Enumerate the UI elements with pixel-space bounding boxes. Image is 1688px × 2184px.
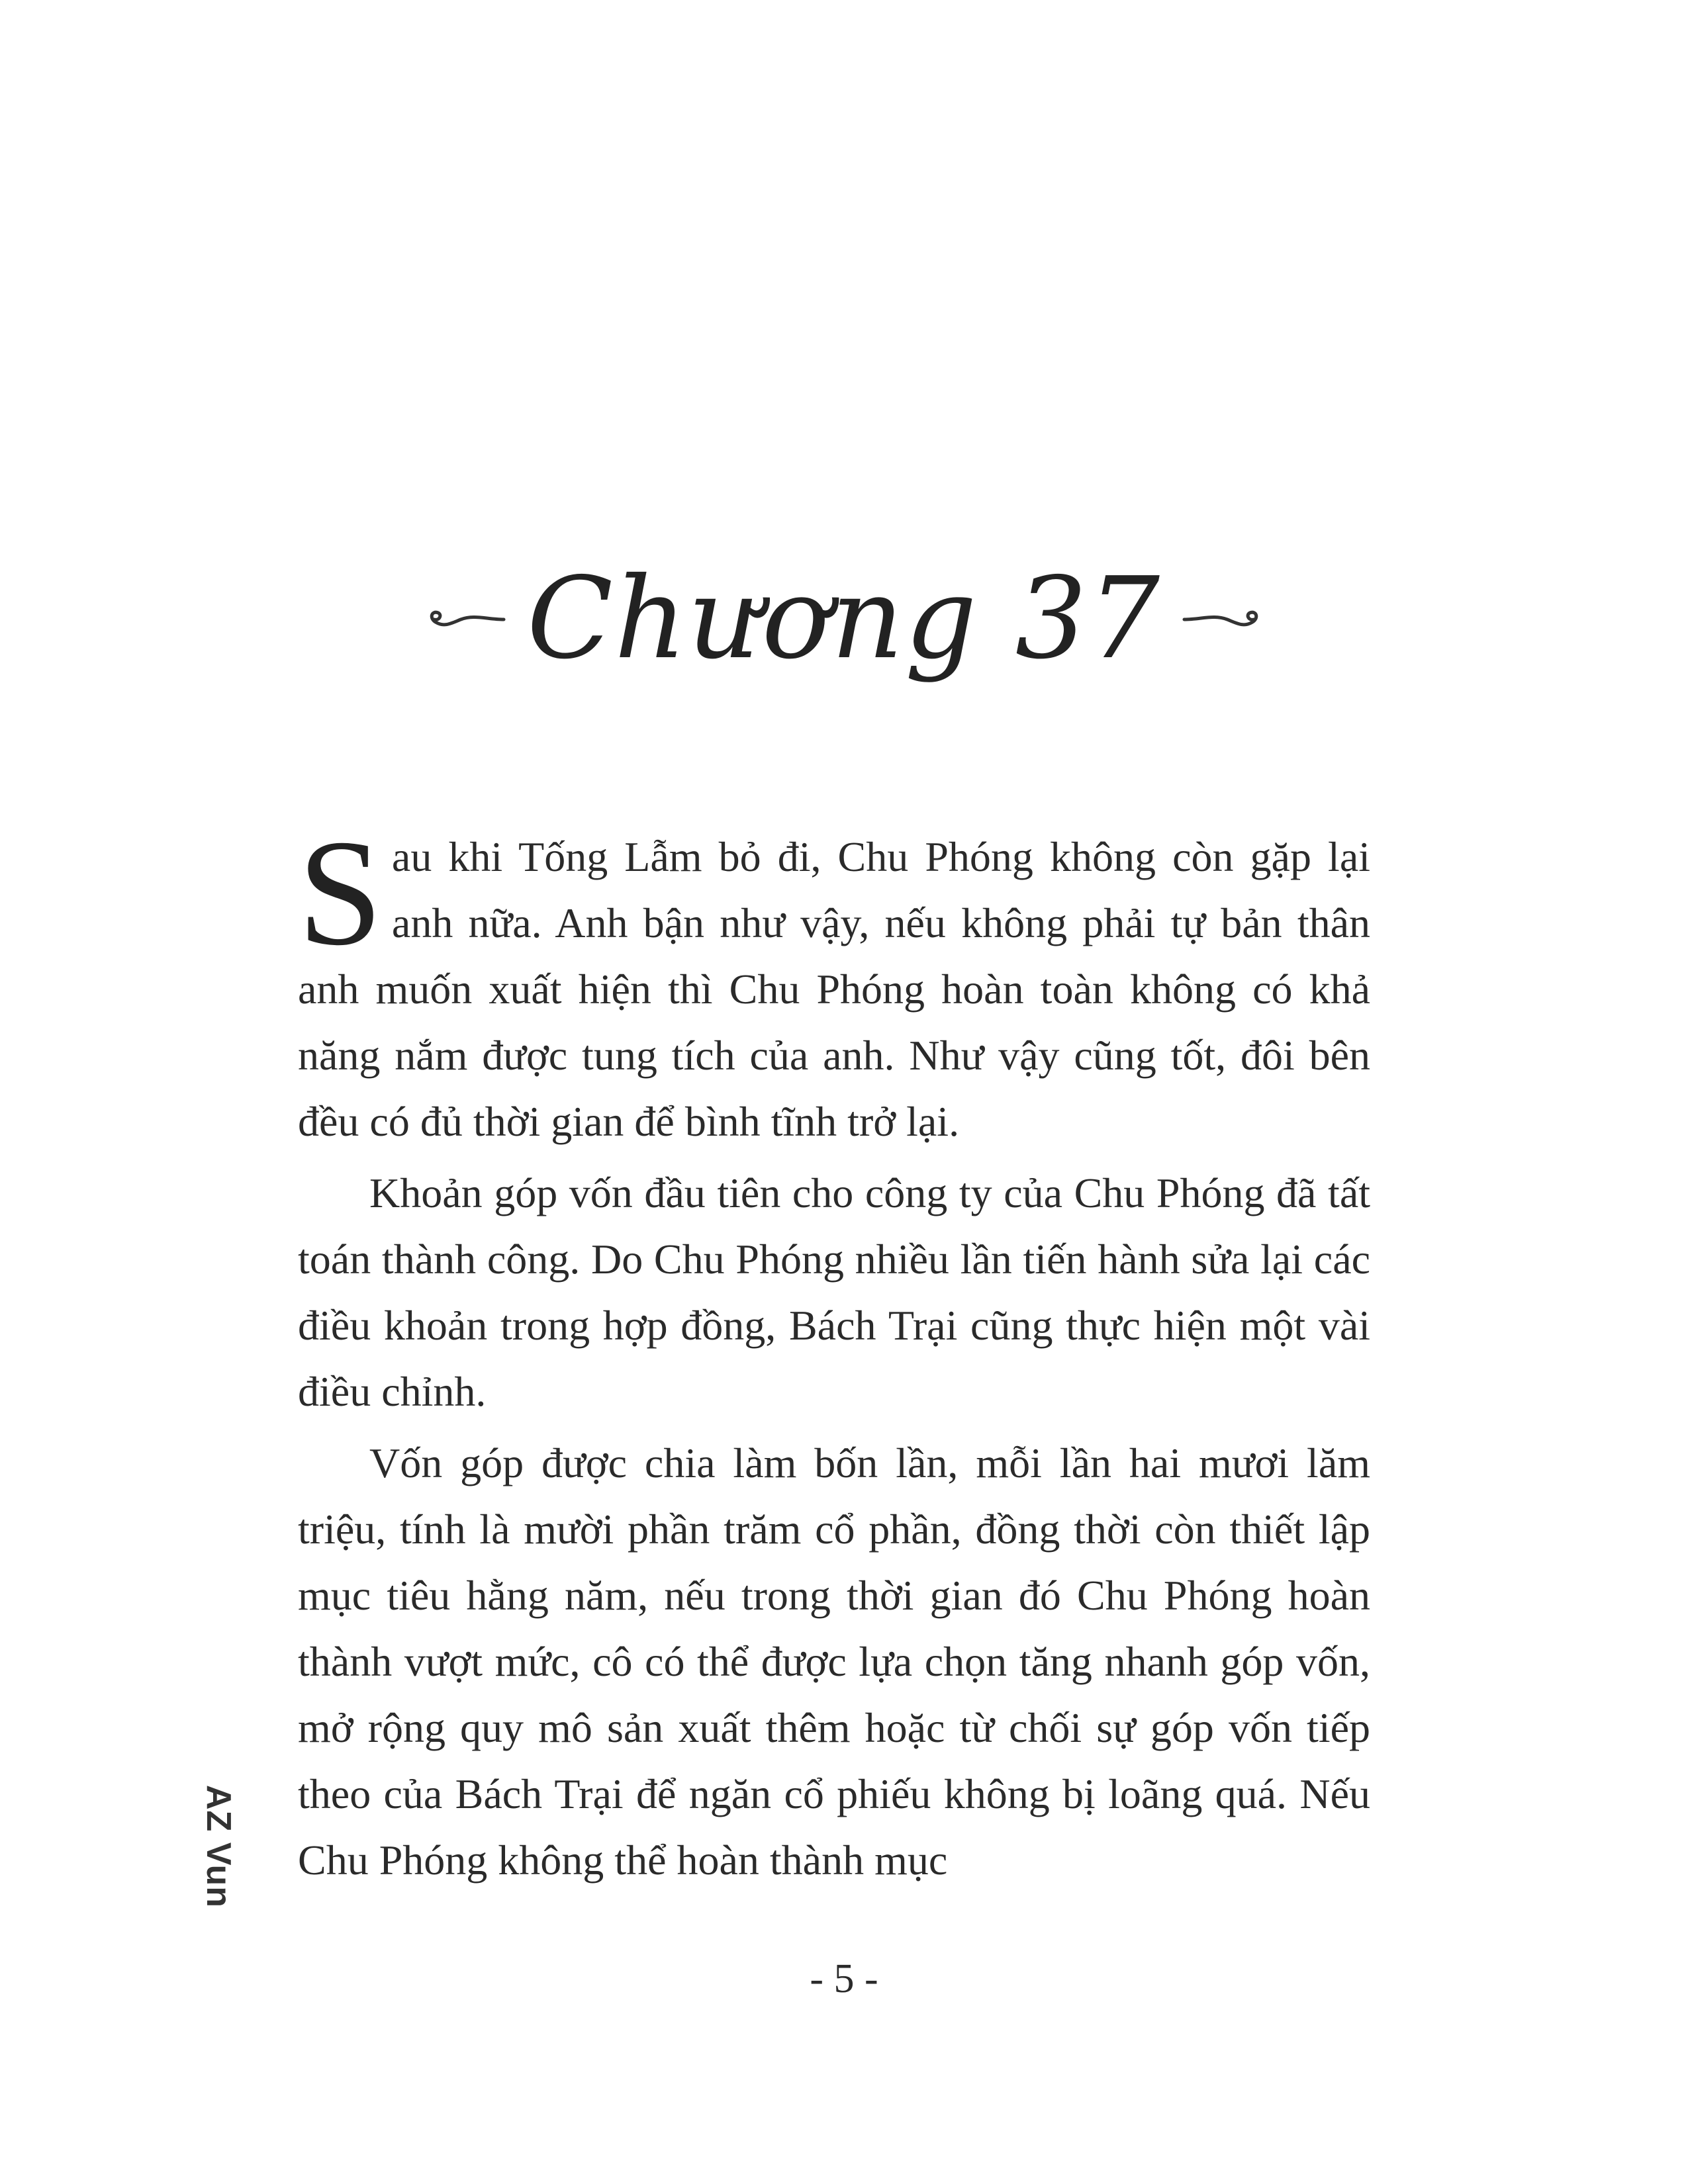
publisher-logo-text: AZ Vun [199,1784,238,1909]
paragraph-3: Vốn góp được chia làm bốn lần, mỗi lần hai mươi lăm triệu, tính là mười phần trăm cổ phần, đồng thời còn thiết lập mục tiêu hằng năm, nếu trong thời gian đó Chu Phóng hoàn thành vượt mức, cô có thể được lựa chọn tăng nhanh góp vốn, mở rộng quy mô sản xuất thêm hoặc từ chối sự góp vốn tiếp theo của Bách Trại để ngăn cổ phiếu không bị loãng quá. Nếu Chu Phóng không thể hoàn thành mục [298,1439,1370,1884]
paragraph-2: Khoản góp vốn đầu tiên cho công ty của Chu Phóng đã tất toán thành công. Do Chu Phóng nhiều lần tiến hành sửa lại các điều khoản trong hợp đồng, Bách Trại cũng thực hiện một vài điều chỉnh. [298,1169,1370,1415]
chapter-heading [0,553,1688,684]
paragraph-1-text: au khi Tống Lẫm bỏ đi, Chu Phóng không còn gặp lại anh nữa. Anh bận như vậy, nếu không phải tự bản thân anh muốn xuất hiện thì Chu Phóng hoàn toàn không có khả năng nắm được tung tích của anh. Như vậy cũng tốt, đôi bên đều có đủ thời gian để bình tĩnh trở lại. [298,833,1370,1145]
chapter-body [298,808,1370,1899]
left-flourish-icon [421,602,507,635]
right-flourish-icon [1181,602,1267,635]
publisher-logo [199,1780,238,1913]
page-number: - 5 - [810,1956,878,2001]
paragraph-1 [298,808,1370,1155]
drop-cap: S [298,808,383,977]
chapter-title: Chương 37 [526,553,1162,684]
